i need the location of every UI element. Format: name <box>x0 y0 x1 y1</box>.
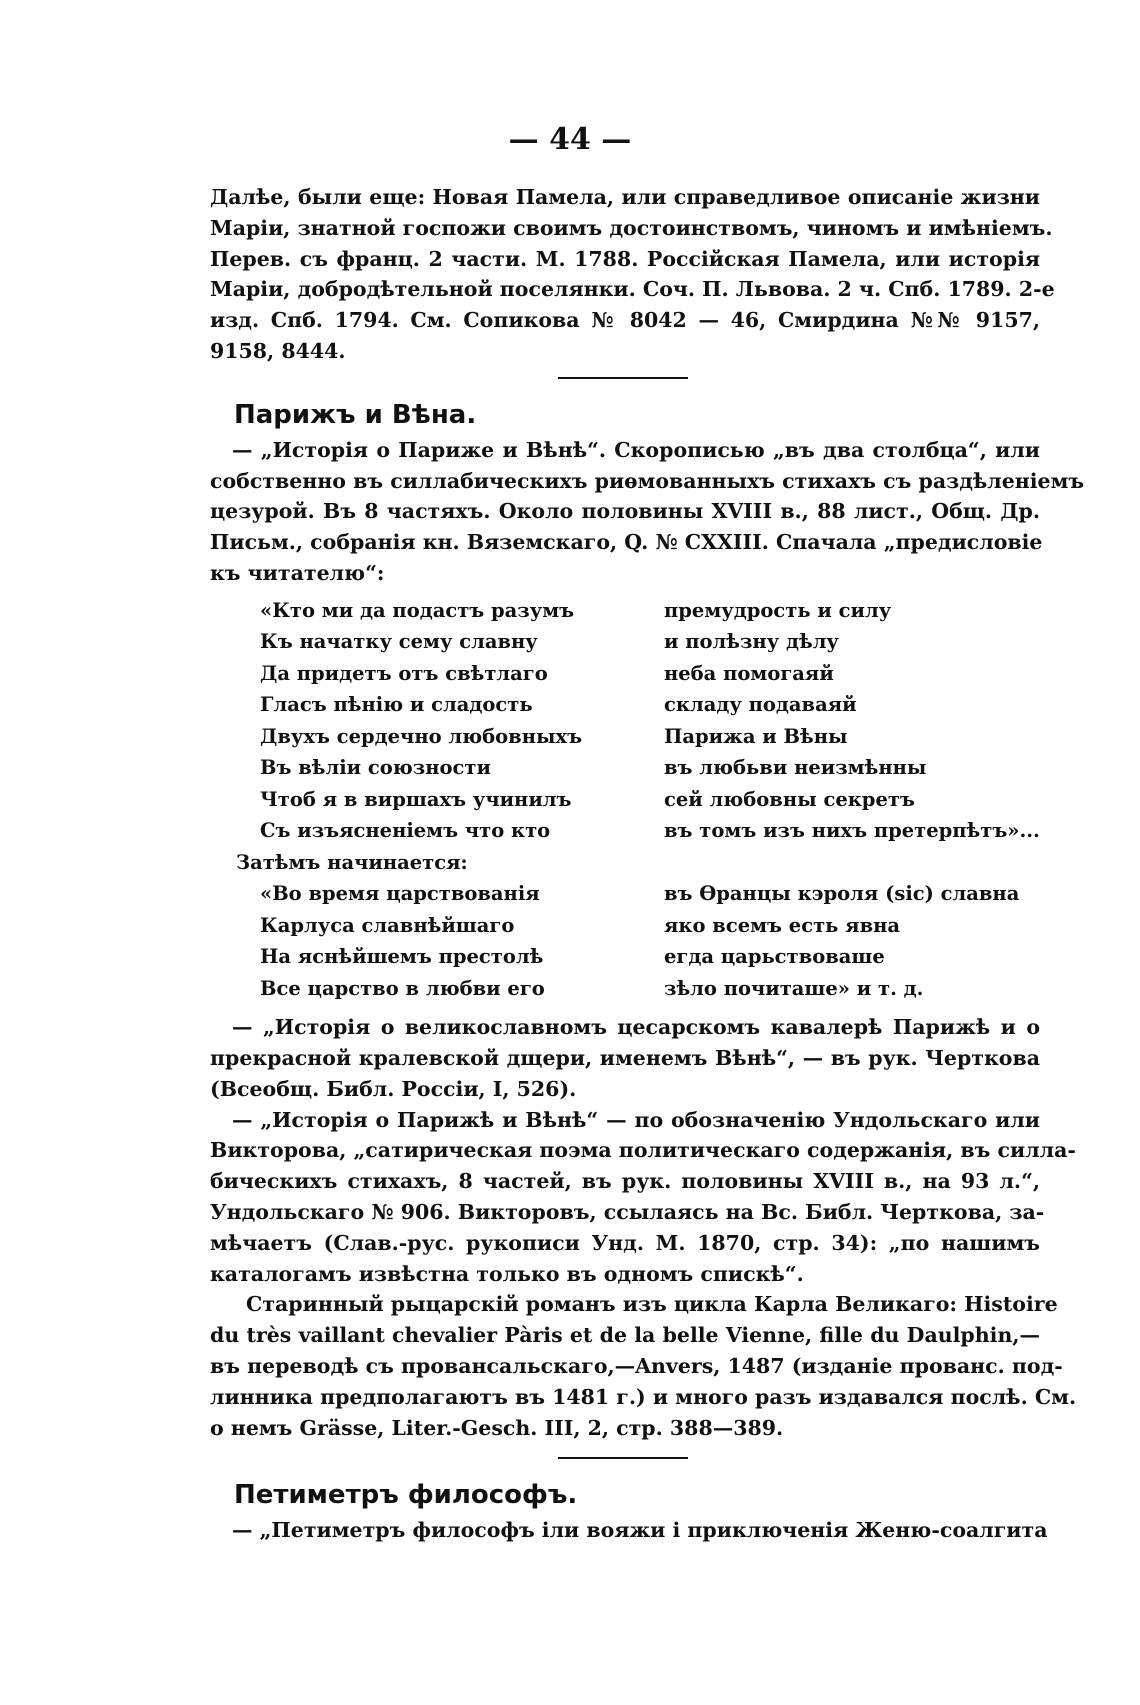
paragraph-istoria-1 <box>210 435 1085 589</box>
verse-left: «Во время царствованія <box>260 882 540 906</box>
verse-row <box>210 941 1040 973</box>
text-line: въ переводѣ съ провансальскаго,—Anvers, 1487 (изданіе прованс. под- <box>210 1354 1063 1379</box>
verse-right: Парижа и Вѣны <box>664 724 848 748</box>
section-divider <box>558 1457 688 1459</box>
paragraph-pamela <box>210 182 1055 367</box>
text-line: мѣчаетъ (Слав.-рус. рукописи Унд. М. 1870, стр. 34): „по нашимъ <box>210 1230 1040 1255</box>
text-line: о немъ Grässe, Liter.-Gesch. III, 2, стр. 388—389. <box>210 1415 784 1440</box>
text-line: Маріи, добродѣтельной поселянки. Соч. П. Львова. 2 ч. Спб. 1789. 2-е <box>210 277 1055 302</box>
page-number: — 44 — <box>508 122 632 157</box>
verse-left: Гласъ пѣнію и сладость <box>260 693 533 717</box>
paragraph-romance <box>210 1289 1077 1443</box>
text-line: Перев. съ франц. 2 части. М. 1788. Россійская Памела, или исторія <box>210 246 1040 271</box>
verse-right: яко всемъ есть явна <box>664 913 901 937</box>
verse-row <box>210 595 1040 627</box>
verse-subheading: Затѣмъ начинается: <box>236 850 468 874</box>
verse-left: Все царство в любви его <box>260 976 545 1000</box>
verse-right: въ томъ изъ нихъ претерпѣтъ»... <box>664 819 1040 843</box>
verse-right: премудрость и силу <box>664 598 892 622</box>
verse-left: Чтоб я в виршахъ учинилъ <box>260 787 572 811</box>
verse-row <box>210 815 1040 847</box>
verse-right: сей любовны секретъ <box>664 787 915 811</box>
verse-left: Да придетъ отъ свѣтлаго <box>260 661 548 685</box>
page-body <box>210 182 1085 1546</box>
verse-left: Въ вѣліи союзности <box>260 756 491 780</box>
text-line: Старинный рыцарскій романъ изъ цикла Карла Великаго: Histoire <box>246 1292 1058 1317</box>
text-line: du très vaillant chevalier Pàris et de la belle Vienne, fille du Daulphin,— <box>210 1323 1040 1348</box>
verse-right: въ Ѳранцы кэроля (sic) славна <box>664 882 1020 906</box>
verse-row <box>210 752 1040 784</box>
verse-row <box>210 658 1040 690</box>
verse-left: Къ начатку сему славну <box>260 630 538 654</box>
verse-block-preface <box>210 595 1040 1005</box>
paragraph-istoria-2 <box>210 1012 1040 1104</box>
verse-right: зѣло почиташе» и т. д. <box>664 976 924 1000</box>
verse-left: На яснѣйшемъ престолѣ <box>260 945 544 969</box>
section-divider <box>558 377 688 379</box>
text-line: — „Исторія о Парижѣ и Вѣнѣ“ — по обозначенію Ундольскаго или <box>232 1107 1040 1132</box>
verse-left: «Кто ми да подастъ разумъ <box>260 598 575 622</box>
section-heading-petimetr: Петиметръ философъ. <box>234 1480 578 1511</box>
text-line: Викторова, „сатирическая поэма политическаго содержанія, въ силла- <box>210 1138 1076 1163</box>
text-line: 9158, 8444. <box>210 338 346 363</box>
verse-row <box>210 878 1040 910</box>
verse-row <box>210 721 1040 753</box>
text-line: Маріи, знатной госпожи своимъ достоинствомъ, чиномъ и имѣніемъ. <box>210 215 1053 240</box>
verse-right: въ любьви неизмѣнны <box>664 756 927 780</box>
paragraph-istoria-3 <box>210 1105 1076 1290</box>
text-line: — „Петиметръ философъ іли вояжи і приключенія Женю-соалгита <box>232 1518 1048 1543</box>
verse-right: неба помогаяй <box>664 661 834 685</box>
verse-right: складу подаваяй <box>664 693 857 717</box>
verse-right: егда царьствоваше <box>664 945 885 969</box>
verse-left: Двухъ сердечно любовныхъ <box>260 724 583 748</box>
verse-right: и полѣзну дѣлу <box>664 630 839 654</box>
text-line: собственно въ силлабическихъ риѳмованныхъ стихахъ съ раздѣленіемъ <box>210 468 1085 493</box>
verse-row <box>210 626 1040 658</box>
text-line: цезурой. Въ 8 частяхъ. Около половины XVIII в., 88 лист., Общ. Др. <box>210 499 1040 524</box>
text-line: прекрасной кралевской дщери, именемъ Вѣнѣ“, — въ рук. Черткова <box>210 1046 1040 1071</box>
text-line: изд. Спб. 1794. См. Сопикова № 8042 — 46, Смирдина №№ 9157, <box>210 308 1040 333</box>
verse-row <box>210 973 1040 1005</box>
verse-left: Карлуса славнѣйшаго <box>260 913 515 937</box>
verse-left: Съ изъясненіемъ что кто <box>260 819 551 843</box>
verse-row <box>210 689 1040 721</box>
text-line: бическихъ стихахъ, 8 частей, въ рук. половины XVIII в., на 93 л.“, <box>210 1169 1040 1194</box>
paragraph-petimetr <box>210 1515 1048 1546</box>
text-line: — „Исторія о великославномъ цесарскомъ кавалерѣ Парижѣ и о <box>232 1015 1040 1040</box>
text-line: Письм., собранія кн. Вяземскаго, Q. № CXXIII. Спачала „предисловіе <box>210 530 1043 555</box>
text-line: къ читателю“: <box>210 560 385 585</box>
text-line: Далѣе, были еще: Новая Памела, или справедливое описаніе жизни <box>210 185 1040 209</box>
verse-row <box>210 784 1040 816</box>
text-line: линника предполагаютъ въ 1481 г.) и много разъ издавался послѣ. См. <box>210 1384 1077 1409</box>
text-line: каталогамъ извѣстна только въ одномъ спискѣ“. <box>210 1261 804 1286</box>
verse-row <box>210 910 1040 942</box>
section-heading-paris-vena: Парижъ и Вѣна. <box>234 399 477 430</box>
text-line: (Всеобщ. Библ. Россіи, I, 526). <box>210 1076 577 1101</box>
text-line: — „Исторія о Париже и Вѣнѣ“. Скорописью „въ два столбца“, или <box>232 437 1040 462</box>
text-line: Ундольскаго № 906. Викторовъ, ссылаясь на Вс. Библ. Черткова, за- <box>210 1200 1045 1225</box>
